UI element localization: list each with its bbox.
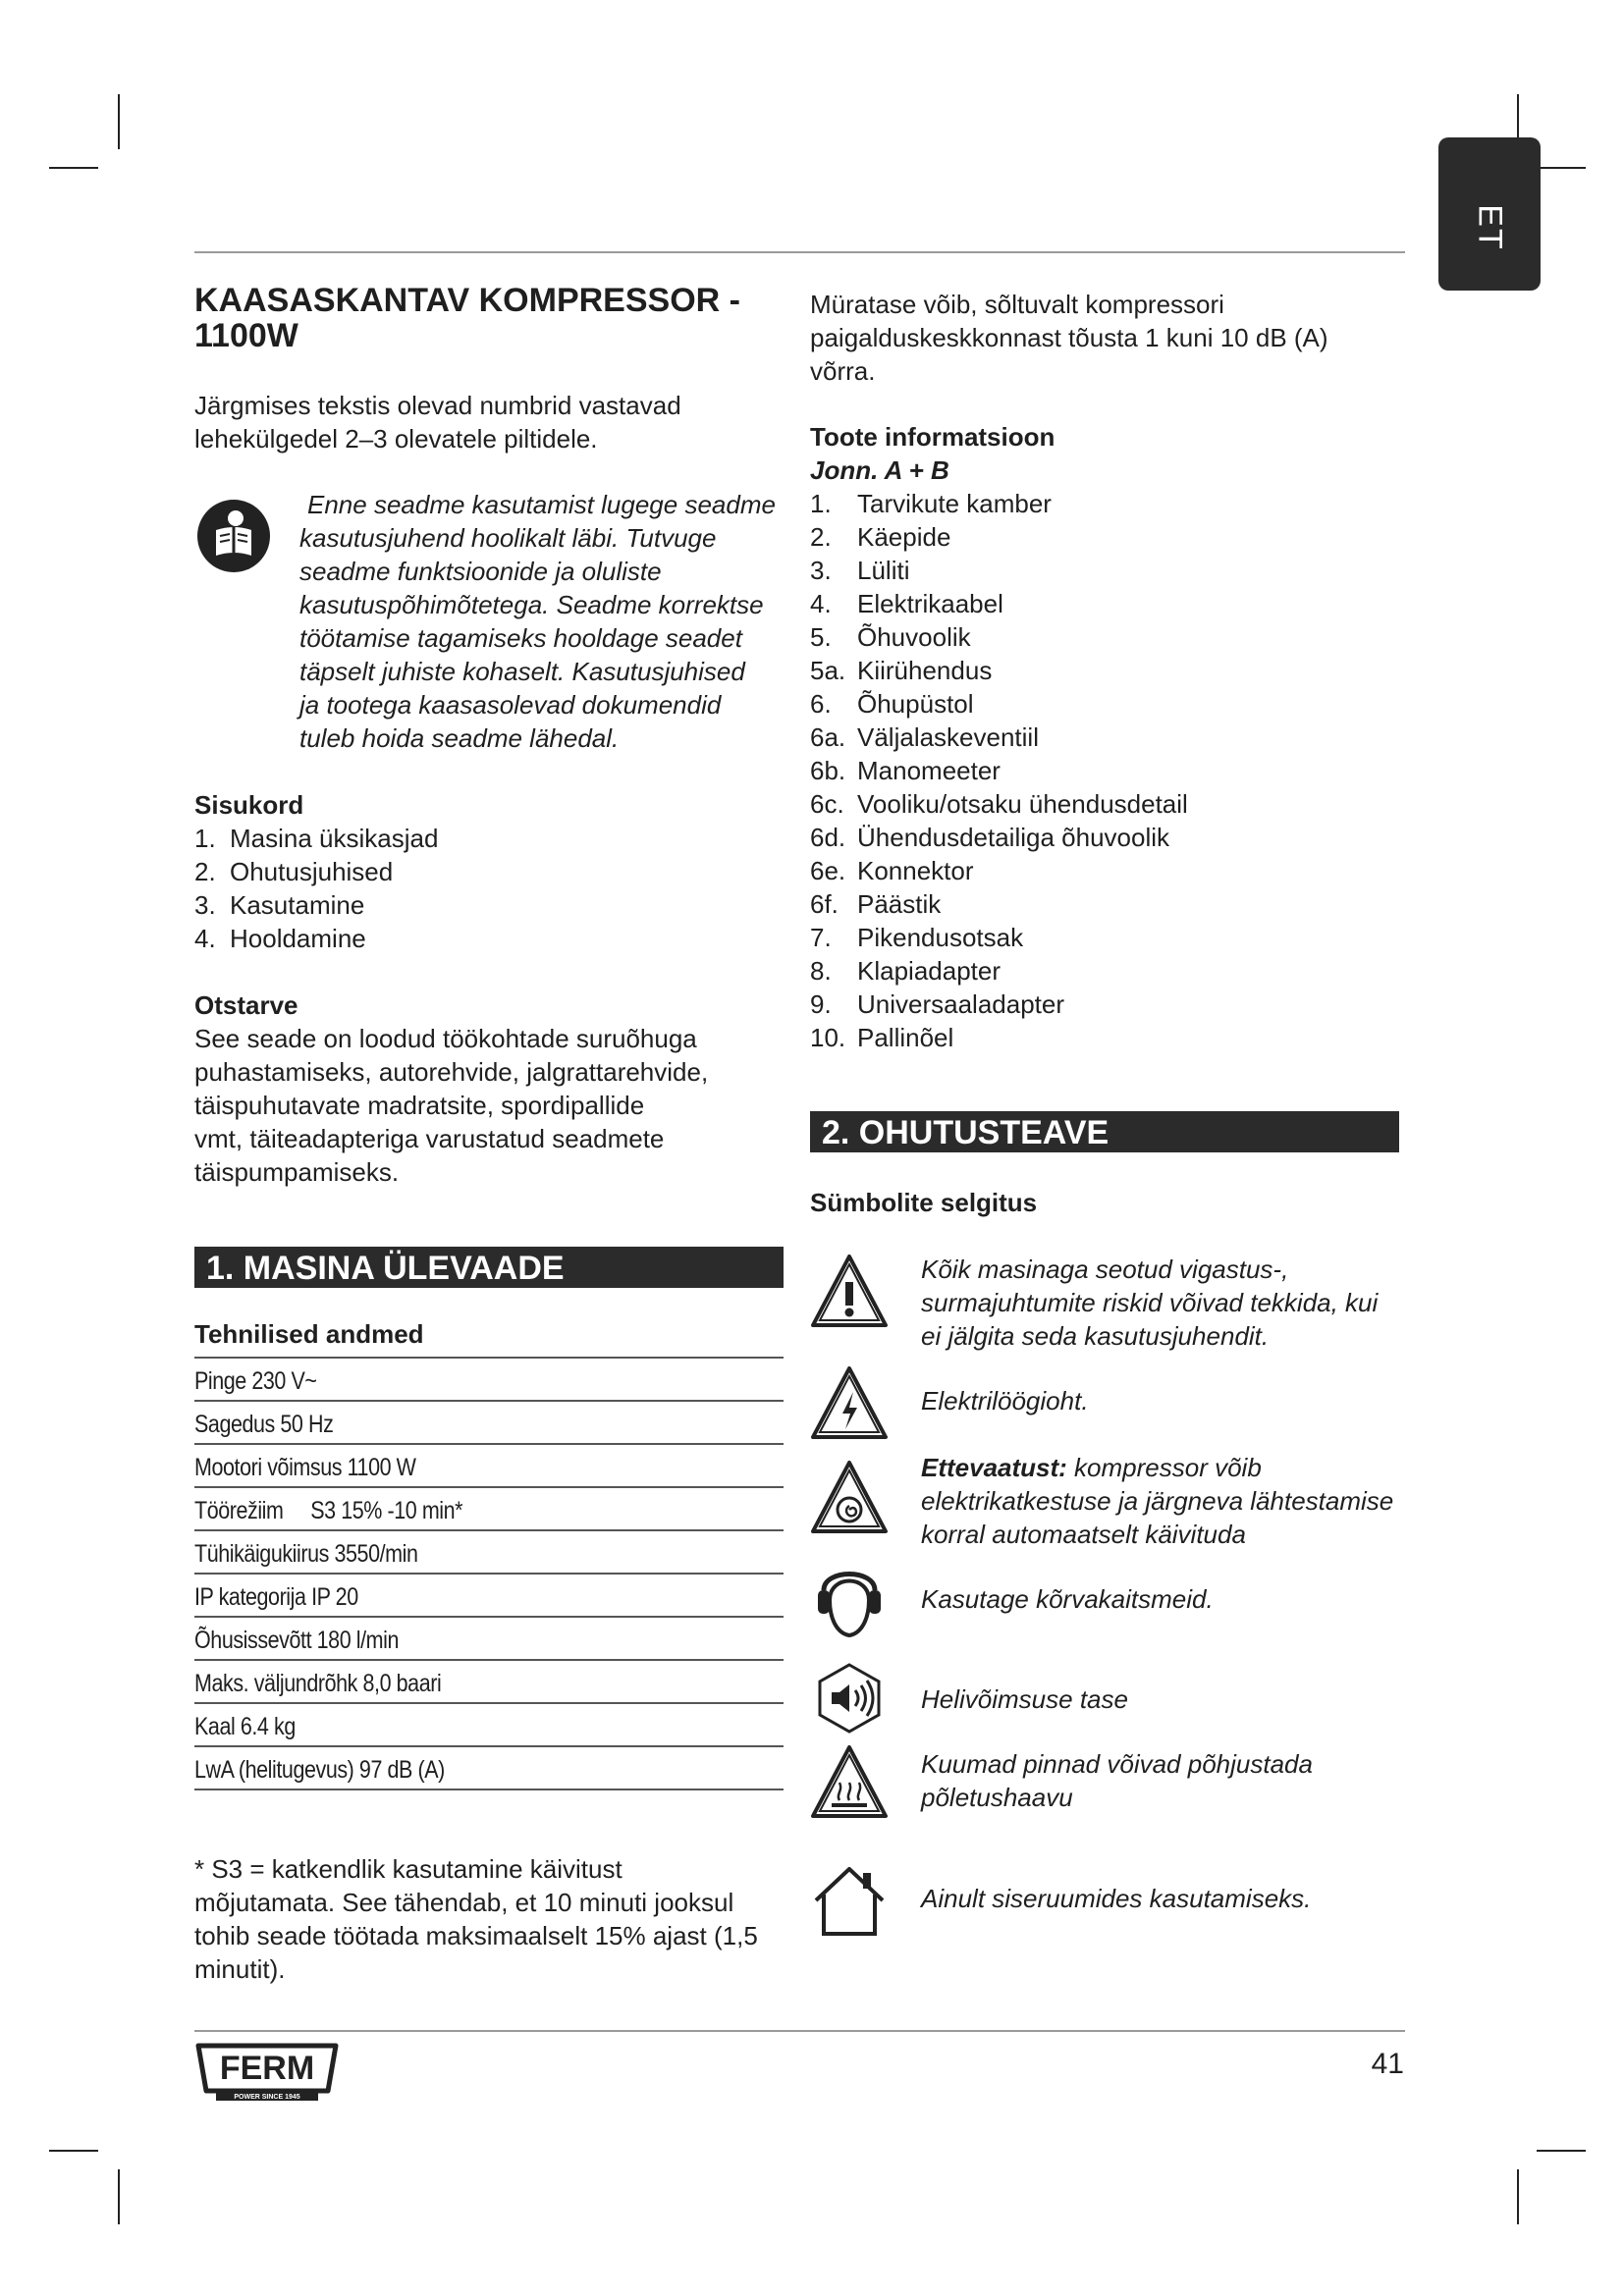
ear-protection-icon [810,1561,889,1639]
table-row: Kaal 6.4 kg [194,1704,784,1747]
hot-surface-icon [810,1743,889,1822]
crop-mark [1537,2150,1586,2152]
table-row: Tühikäigukiirus 3550/min [194,1531,784,1575]
warning-line: kasutusjuhend hoolikalt läbi. Tutvuge [299,523,717,553]
top-rule [194,251,1405,253]
warning-line: töötamise tagamiseks hooldage seadet [299,623,742,653]
page-number: 41 [1371,2048,1404,2080]
symbol-text-warning: Kõik masinaga seotud vigastus-, surmajuhtumite riskid võivad tekkida, kui ei jälgita seda kasutusjuhendit. [921,1255,1379,1351]
purpose-line: See seade on loodud töökohtade suruõhuga [194,1024,697,1053]
contents-section [194,788,784,955]
list-item: 3. Lüliti [810,556,910,585]
list-item: 2. Käepide [810,522,951,552]
warning-line: kasutuspõhimõtetega. Seadme korrektse [299,590,764,619]
logo-subtext: POWER SINCE 1945 [234,2094,300,2101]
warning-line: seadme funktsioonide ja oluliste [299,557,662,586]
noise-line: Müratase võib, sõltuvalt kompressori [810,290,1224,319]
table-row: IP kategorija IP 20 [194,1575,784,1618]
list-item: 1. Tarvikute kamber [810,489,1052,518]
product-subheading: Jonn. A + B [810,455,949,485]
noise-line: paigalduskeskkonnast tõusta 1 kuni 10 dB (A) [810,323,1328,352]
purpose-line: vmt, täiteadapteriga varustatud seadmete [194,1124,665,1153]
footnote-line: tohib seade töötada maksimaalselt 15% ajast (1,5 [194,1921,758,1950]
table-row: Sagedus 50 Hz [194,1402,784,1445]
list-item: 1. Masina üksikasjad [194,824,439,853]
caution-label: Ettevaatust: [921,1453,1067,1482]
list-item: 4. Hooldamine [194,924,366,953]
table-row: LwA (helitugevus) 97 dB (A) [194,1747,784,1790]
warning-line: tuleb hoida seadme lähedal. [299,723,620,753]
purpose-line: puhastamiseks, autorehvide, jalgrattarehvide, [194,1057,709,1087]
warning-line: täpselt juhiste kohaselt. Kasutusjuhised [299,657,745,686]
left-column [194,283,793,455]
warning-paragraph [299,488,810,755]
intro-text: Järgmises tekstis olevad numbrid vastavad lehekülgedel 2–3 olevatele piltidele. [194,391,681,454]
language-tab-label: ET [1471,204,1509,251]
automatic-start-icon [810,1459,889,1537]
list-item: 2. Ohutusjuhised [194,857,394,886]
list-item: 5a. Kiirühendus [810,656,993,685]
parts-list [810,487,1399,1054]
logo-text: FERM [219,2050,315,2087]
table-row: Maks. väljundrõhk 8,0 baari [194,1661,784,1704]
section-1-heading: 1. MASINA ÜLEVAADE [194,1247,784,1288]
list-item: 7. Pikendusotsak [810,923,1024,952]
list-item: 5. Õhuvoolik [810,622,971,652]
table-row: Õhusissevõtt 180 l/min [194,1618,784,1661]
warning-line: ja tootega kaasasolevad dokumendid [299,690,722,720]
bottom-rule [194,2030,1405,2032]
specs-table [194,1313,784,1790]
language-tab [1438,137,1541,291]
crop-mark [1517,2169,1519,2224]
purpose-section [194,988,784,1189]
purpose-heading: Otstarve [194,990,298,1020]
symbol-text-electric: Elektrilöögioht. [921,1386,1089,1415]
ferm-logo [194,2042,340,2103]
list-item: 6. Õhupüstol [810,689,974,719]
list-item: 6e. Konnektor [810,856,974,885]
electric-shock-icon [810,1364,889,1443]
warning-triangle-icon [810,1253,889,1331]
symbol-text-caution: Ettevaatust: kompressor võib elektrikatkestuse ja järgneva lähtestamise korral automaatselt käivituda [921,1453,1394,1549]
table-row: Pinge 230 V~ [194,1359,784,1402]
section-2-heading: 2. OHUTUSTEAVE [810,1111,1399,1152]
symbol-text-sound: Helivõimsuse tase [921,1684,1128,1714]
contents-heading: Sisukord [194,790,304,820]
read-manual-icon [194,497,273,575]
symbols-heading: Sümbolite selgitus [810,1188,1038,1217]
list-item: 6a. Väljalaskeventiil [810,722,1039,752]
purpose-line: täispuhutavate madratsite, spordipallide [194,1091,645,1120]
purpose-line: täispumpamiseks. [194,1157,400,1187]
symbol-text-indoor: Ainult siseruumides kasutamiseks. [921,1884,1312,1913]
contents-list [194,822,784,955]
symbol-text-ear: Kasutage kõrvakaitsmeid. [921,1584,1214,1614]
indoor-use-icon [810,1861,889,1940]
sound-power-icon [810,1659,889,1737]
list-item: 6f. Päästik [810,889,942,919]
page-title: KAASASKANTAV KOMPRESSOR - 1100W [194,282,740,354]
footnote-line: minutit). [194,1954,286,1984]
list-item: 6d. Ühendusdetailiga õhuvoolik [810,823,1170,852]
noise-line: võrra. [810,356,876,386]
crop-mark [1537,167,1586,169]
list-item: 6c. Vooliku/otsaku ühendusdetail [810,789,1188,819]
table-row: Töörežiim S3 15% -10 min* [194,1488,784,1531]
crop-mark [49,167,98,169]
list-item: 8. Klapiadapter [810,956,1001,986]
table-row: Mootori võimsus 1100 W [194,1445,784,1488]
footnote-line: mõjutamata. See tähendab, et 10 minuti jooksul [194,1888,734,1917]
crop-mark [49,2150,98,2152]
product-heading: Toote informatsioon [810,422,1056,452]
list-item: 6b. Manomeeter [810,756,1001,785]
footnote-line: * S3 = katkendlik kasutamine käivitust [194,1854,623,1884]
warning-line: Enne seadme kasutamist lugege seadme [307,490,776,519]
crop-mark [118,94,120,149]
list-item: 3. Kasutamine [194,890,365,920]
list-item: 4. Elektrikaabel [810,589,1003,618]
symbol-text-hot: Kuumad pinnad võivad põhjustada põletushaavu [921,1749,1313,1812]
noise-paragraph [810,288,1399,388]
specs-heading: Tehnilised andmed [194,1313,784,1359]
list-item: 10. Pallinõel [810,1023,954,1052]
list-item: 9. Universaaladapter [810,989,1065,1019]
product-info [810,420,1399,1054]
crop-mark [118,2169,120,2224]
footnote [194,1852,803,1986]
